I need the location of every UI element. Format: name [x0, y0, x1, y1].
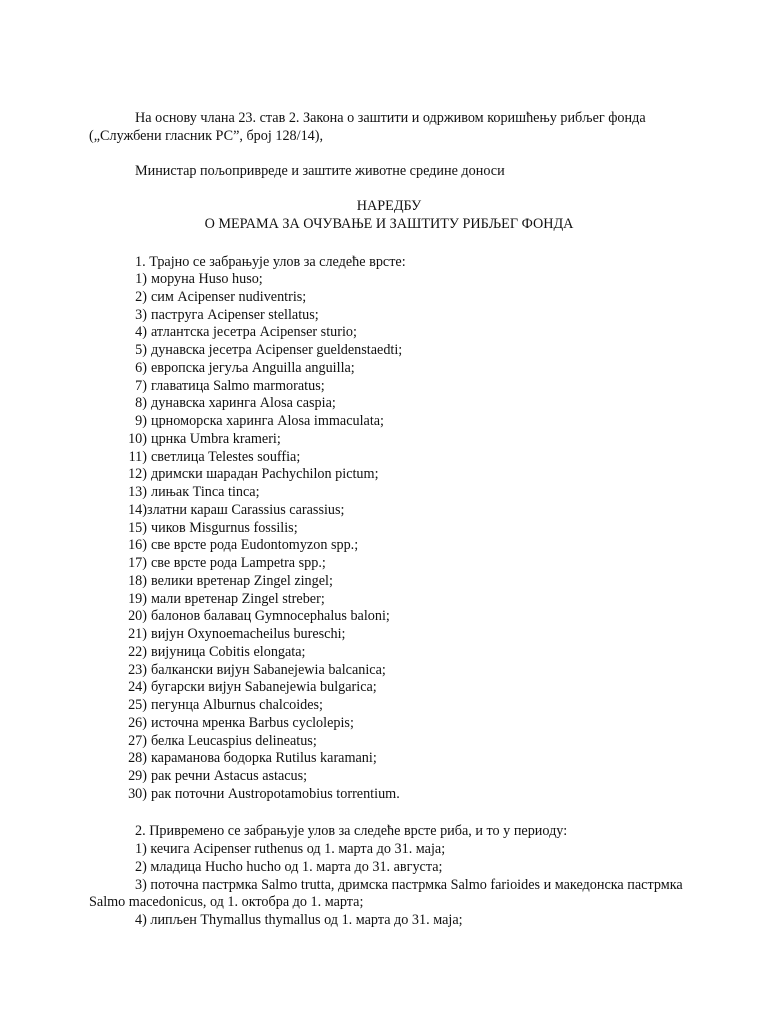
- item-text: сим Acipenser nudiventris;: [151, 288, 307, 305]
- item-text: моруна Huso huso;: [151, 271, 263, 287]
- list-item: [89, 608, 689, 626]
- item-text: чиков Misgurnus fossilis;: [151, 519, 298, 536]
- list-item: 3) поточна пастрмка Salmo trutta, дримска пастрмка Salmo farioides и македонска пастрмка Salmo macedonicus, од 1. октобра до 1. марта;: [89, 876, 683, 911]
- item-text: све врсте рода Lampetra spp.;: [151, 555, 326, 571]
- item-text: рак поточни Austropotamobius torrentium.: [151, 785, 400, 802]
- item-text: мали вретенар Zingel streber;: [151, 590, 325, 607]
- item-number: 27): [128, 732, 147, 749]
- document-subtitle: О МЕРАМА ЗА ОЧУВАЊЕ И ЗАШТИТУ РИБЉЕГ ФОНДА: [204, 216, 574, 232]
- item-number: 6): [135, 359, 147, 376]
- item-number: 1): [135, 271, 147, 287]
- list-item: [89, 271, 689, 289]
- item-text: велики вретенар Zingel zingel;: [151, 572, 333, 589]
- item-text: паструга Acipenser stellatus;: [151, 306, 319, 323]
- item-number: 14): [128, 501, 147, 518]
- section1-heading: 1. Трајно се забрањује улов за следеће врсте:: [135, 254, 406, 270]
- item-number: 28): [128, 750, 147, 767]
- item-text: карамaнова бодорка Rutilus karamani;: [151, 750, 377, 767]
- list-item: [89, 360, 689, 378]
- list-item: [89, 591, 689, 609]
- item-number: 26): [128, 714, 147, 731]
- item-number: 13): [128, 484, 147, 500]
- item-text: златни караш Carassius carassius;: [147, 501, 345, 518]
- list-item: [89, 715, 689, 733]
- item-text: вијуница Cobitis elongata;: [151, 643, 306, 660]
- item-text: главатица Salmo marmoratus;: [151, 377, 325, 394]
- list-item: [89, 520, 689, 538]
- item-text: светлица Telestes souffia;: [151, 448, 301, 465]
- list-item: 1) кечига Acipenser ruthenus од 1. марта до 31. маја;: [135, 841, 446, 857]
- item-number: 10): [128, 430, 147, 447]
- list-item: [89, 431, 689, 449]
- item-text: дримски шарадан Pachychilon pictum;: [151, 466, 379, 483]
- item-number: 23): [128, 661, 147, 678]
- list-item: [89, 502, 689, 520]
- list-item: [89, 484, 689, 502]
- list-item: [89, 307, 689, 325]
- item-text: дунавска јесетра Acipenser gueldenstaedti;: [151, 342, 403, 358]
- item-text: црнка Umbra krameri;: [151, 430, 281, 447]
- item-number: 16): [128, 537, 147, 554]
- list-item: 4) липљен Thymallus thymallus од 1. марта до 31. маја;: [135, 912, 463, 928]
- item-number: 15): [128, 519, 147, 536]
- list-item: [89, 395, 689, 413]
- item-number: 8): [135, 395, 147, 412]
- section2-list: [89, 841, 689, 930]
- section2-heading: 2. Привремено се забрањује улов за следеће врсте риба, и то у периоду:: [135, 823, 568, 839]
- item-number: 4): [135, 324, 147, 341]
- item-number: 12): [128, 466, 147, 483]
- list-item: [89, 342, 689, 360]
- item-text: лињак Tinca tinca;: [151, 484, 260, 500]
- item-number: 29): [128, 768, 147, 784]
- item-text: балонов балавац Gymnocephalus baloni;: [151, 608, 390, 625]
- item-number: 18): [128, 572, 147, 589]
- item-text: белка Leucaspius delineatus;: [151, 732, 317, 749]
- list-item: [89, 679, 689, 697]
- minister-paragraph: Министар пољопривреде и заштите животне средине доноси: [135, 163, 505, 179]
- list-item: [89, 573, 689, 591]
- item-text: атлантска јесетра Acipenser sturio;: [151, 324, 357, 341]
- item-number: 20): [128, 608, 147, 625]
- list-item: [89, 733, 689, 751]
- item-text: дунавска харинга Alosa caspia;: [151, 395, 336, 412]
- list-item: 2) младица Hucho hucho од 1. марта до 31. августа;: [135, 858, 443, 875]
- item-number: 7): [135, 377, 147, 394]
- item-number: 3): [135, 306, 147, 323]
- item-number: 21): [128, 626, 147, 642]
- list-item: [89, 413, 689, 431]
- list-item: [89, 555, 689, 573]
- item-text: балкански вијун Sabanejewia balcanica;: [151, 661, 386, 678]
- section1-list: [89, 271, 689, 804]
- item-text: рак речни Astacus astacus;: [151, 768, 308, 784]
- item-number: 17): [128, 555, 147, 571]
- list-item: [89, 449, 689, 467]
- list-item: [89, 662, 689, 680]
- list-item: [89, 768, 689, 786]
- item-number: 9): [135, 413, 147, 429]
- list-item: [89, 289, 689, 307]
- document-title: НАРЕДБУ: [356, 198, 422, 214]
- item-number: 25): [128, 697, 147, 713]
- item-text: пегунца Alburnus chalcoides;: [151, 697, 324, 713]
- intro-paragraph: На основу члана 23. став 2. Закона о заштити и одрживом коришћењу рибљег фонда („Службени гласник РС”, број 128/14),: [89, 110, 646, 144]
- list-item: [89, 750, 689, 768]
- list-item: [89, 324, 689, 342]
- item-text: вијун Oxynoemacheilus bureschi;: [151, 626, 346, 642]
- item-text: бугарски вијун Sabanejewia bulgarica;: [151, 679, 377, 696]
- item-number: 11): [128, 448, 147, 465]
- list-item: [89, 697, 689, 715]
- item-number: 30): [128, 785, 147, 802]
- item-text: све врсте рода Eudontomyzon spp.;: [151, 537, 359, 554]
- item-number: 24): [128, 679, 147, 696]
- item-number: 19): [128, 590, 147, 607]
- item-number: 22): [128, 643, 147, 660]
- list-item: [89, 644, 689, 662]
- list-item: [89, 537, 689, 555]
- list-item: [89, 466, 689, 484]
- list-item: [89, 626, 689, 644]
- item-number: 5): [135, 342, 147, 358]
- item-number: 2): [135, 288, 147, 305]
- item-text: источна мренка Barbus cyclolepis;: [151, 714, 354, 731]
- item-text: црноморска харинга Alosa immaculata;: [151, 413, 384, 429]
- list-item: [89, 786, 689, 804]
- item-text: европска јегуља Anguilla anguilla;: [151, 359, 355, 376]
- list-item: [89, 378, 689, 396]
